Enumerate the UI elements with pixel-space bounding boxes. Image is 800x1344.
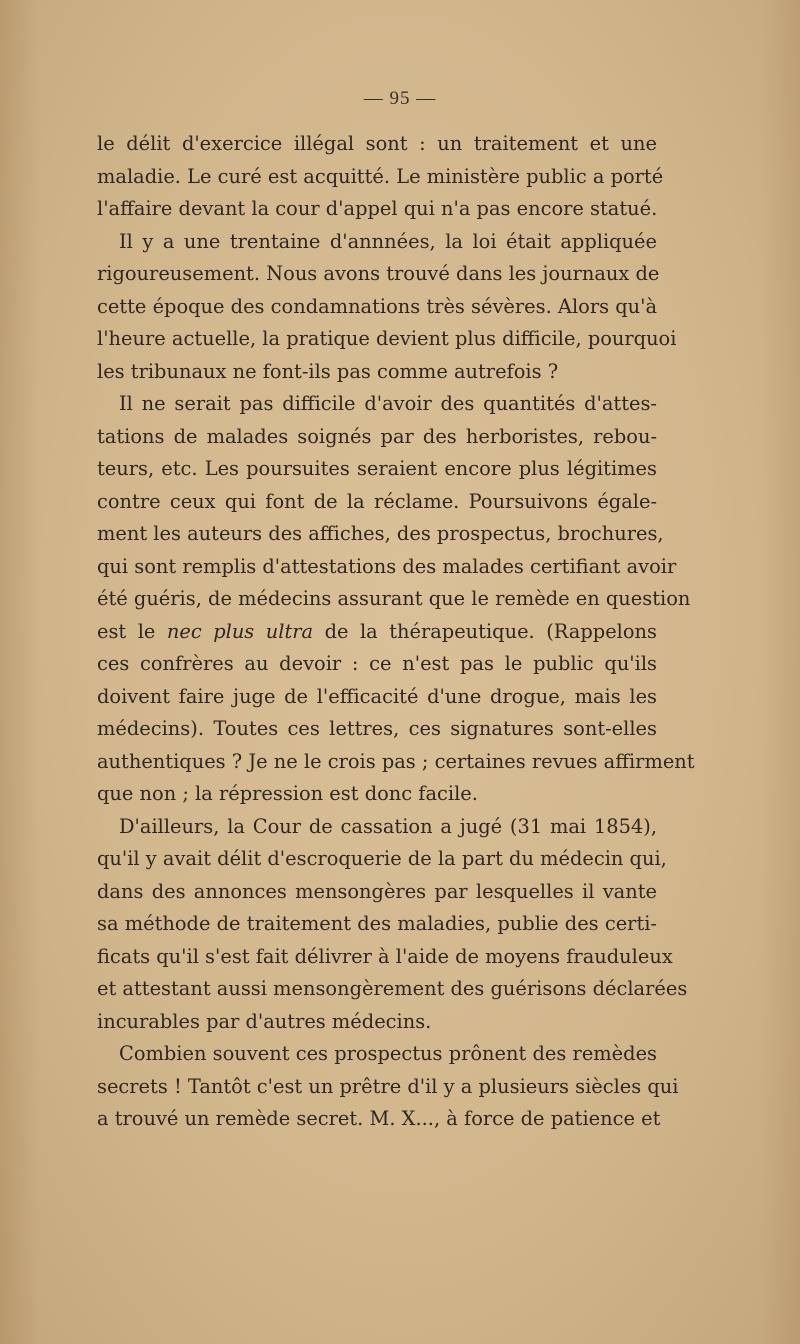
text-line: médecins). Toutes ces lettres, ces signatures sont-elles — [97, 717, 657, 740]
text-line: que non ; la répression est donc facile. — [97, 782, 478, 805]
text-line — [97, 616, 657, 649]
text-line: ment les auteurs des affiches, des prospectus, brochures, — [97, 522, 664, 545]
text-line: authentiques ? Je ne le crois pas ; certaines revues affirment — [97, 749, 695, 773]
text-line: les tribunaux ne font-ils pas comme autrefois ? — [97, 359, 559, 383]
text-line: qu'il y avait délit d'escroquerie de la part du médecin qui, — [97, 847, 667, 870]
page-number: — 95 — — [363, 88, 437, 109]
text-line: Il ne serait pas difficile d'avoir des quantités d'attes- — [119, 392, 657, 415]
text-line: l'affaire devant la cour d'appel qui n'a pas encore statué. — [97, 197, 658, 220]
text-line: qui sont remplis d'attestations des malades certifiant avoir — [97, 554, 677, 578]
text-line: D'ailleurs, la Cour de cassation a jugé (31 mai 1854), — [119, 814, 657, 838]
text-line: teurs, etc. Les poursuites seraient encore plus légitimes — [97, 457, 657, 480]
text-line: l'heure actuelle, la pratique devient plus difficile, pourquoi — [97, 327, 677, 350]
text-line: dans des annonces mensongères par lesquelles il vante — [97, 879, 657, 903]
italic-phrase: nec plus ultra — [166, 619, 314, 643]
body-text — [97, 128, 695, 1136]
text-line: rigoureusement. Nous avons trouvé dans les journaux de — [97, 262, 660, 285]
text-line: incurables par d'autres médecins. — [97, 1009, 432, 1033]
text-line: ficats qu'il s'est fait délivrer à l'aide de moyens frauduleux — [97, 944, 673, 968]
text-line: maladie. Le curé est acquitté. Le ministère public a porté — [97, 164, 664, 188]
text-line: sa méthode de traitement des maladies, publie des certi- — [97, 912, 657, 935]
text-line: secrets ! Tantôt c'est un prêtre d'il y a plusieurs siècles qui — [97, 1074, 679, 1098]
text-line: été guéris, de médecins assurant que le remède en question — [97, 587, 691, 610]
text-line: contre ceux qui font de la réclame. Poursuivons égale- — [97, 489, 657, 513]
text-line: a trouvé un remède secret. M. X..., à force de patience et — [97, 1107, 661, 1130]
text-line: Il y a une trentaine d'annnées, la loi était appliquée — [119, 229, 657, 253]
text-line: Combien souvent ces prospectus prônent des remèdes — [119, 1042, 657, 1065]
text-line: doivent faire juge de l'efficacité d'une drogue, mais les — [97, 684, 657, 708]
text-line: tations de malades soignés par des herboristes, rebou- — [97, 424, 657, 448]
text-line: ces confrères au devoir : ce n'est pas le public qu'ils — [97, 652, 657, 675]
text-line: et attestant aussi mensongèrement des guérisons déclarées — [97, 977, 688, 1000]
text-segment: de la thérapeutique. (Rappelons — [313, 619, 657, 643]
text-line: cette époque des condamnations très sévères. Alors qu'à — [97, 294, 657, 318]
text-segment: est le — [97, 619, 167, 643]
text-line: le délit d'exercice illégal sont : un traitement et une — [97, 132, 657, 155]
